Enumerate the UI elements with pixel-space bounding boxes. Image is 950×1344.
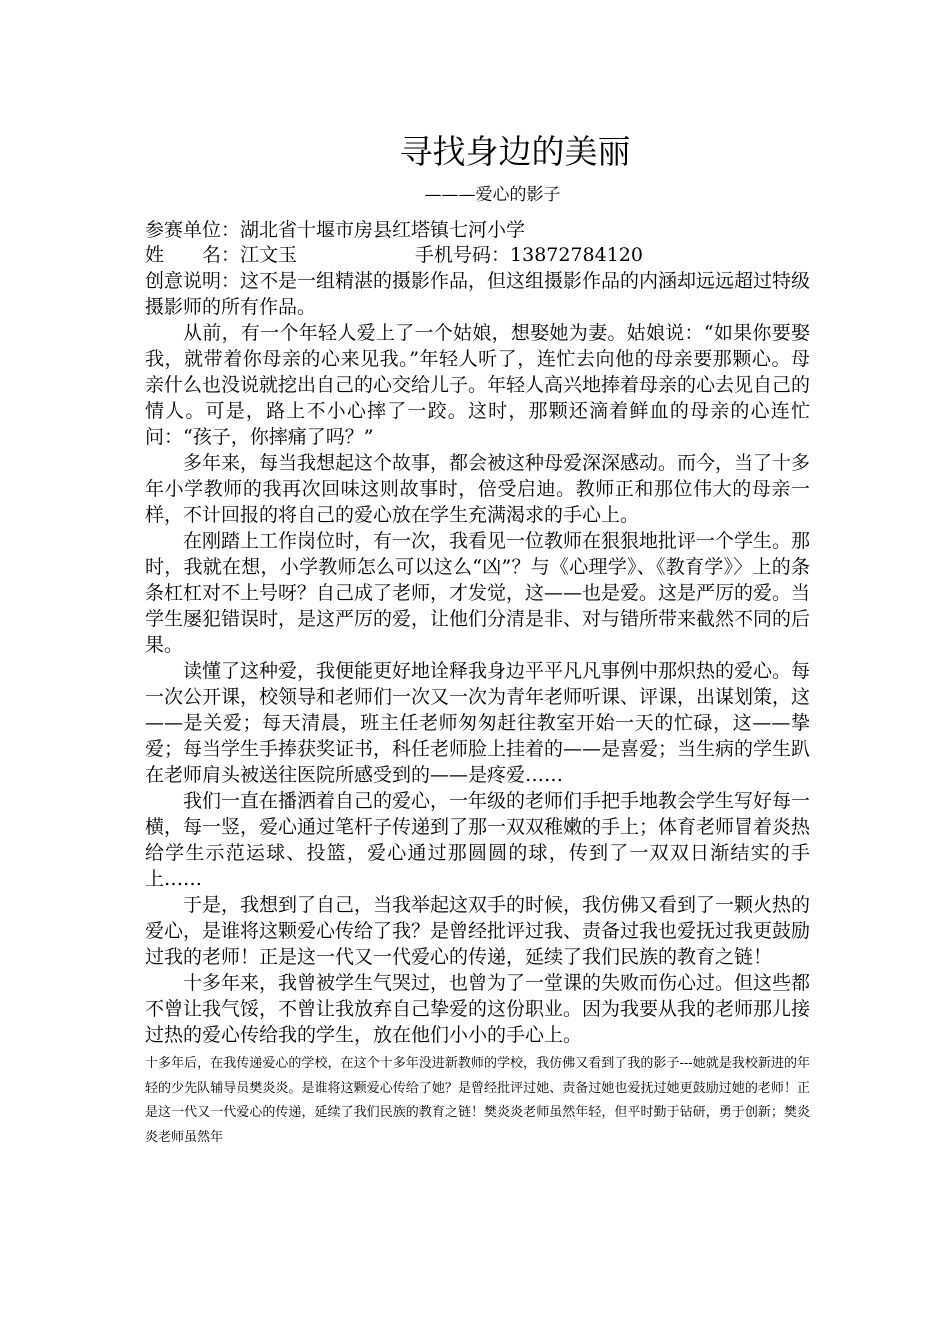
unit-line: 参赛单位：湖北省十堰市房县红塔镇七河小学: [145, 219, 526, 241]
phone-line: 手机号码：13872784120: [415, 244, 643, 266]
name-line: 姓 名：江文玉: [145, 244, 298, 266]
document-subtitle: ———爱心的影子: [424, 185, 561, 205]
small-text-paragraph: 十多年后，在我传递爱心的学校，在这个十多年没进新教师的学校，我仿佛又看到了我的影子---她就是我校新进的年轻的少先队辅导员樊炎炎。是谁将这颗爱心传给了她？是曾经批评过她、责备过她也爱抚过她更鼓励过她的老师！正是这一代又一代爱心的传递，延续了我们民族的教育之链！樊炎炎老师虽然年轻，但平时勤于钻研，勇于创新；樊炎炎老师虽然年: [145, 1056, 810, 1145]
body-paragraph: 多年来，每当我想起这个故事，都会被这种母爱深深感动。而今，当了十多年小学教师的我再次回味这则故事时，倍受启迪。教师正和那位伟大的母亲一样，不计回报的将自己的爱心放在学生充满渴求的手心上。: [145, 452, 811, 526]
document-title: 寻找身边的美丽: [399, 132, 631, 171]
body-paragraph: 十多年来，我曾被学生气哭过，也曾为了一堂课的失败而伤心过。但这些都不曾让我气馁，不曾让我放弃自己挚爱的这份职业。因为我要从我的老师那儿接过热的爱心传给我的学生，放在他们小小的手心上。: [145, 972, 811, 1046]
document-page: [145, 130, 810, 1150]
intro-paragraph: 创意说明：这不是一组精湛的摄影作品，但这组摄影作品的内涵却远远超过特级摄影师的所有作品。: [145, 270, 811, 318]
body-paragraph: 读懂了这种爱，我便能更好地诠释我身边平平凡凡事例中那炽热的爱心。每一次公开课，校领导和老师们一次又一次为青年老师听课、评课，出谋划策，这——是关爱；每天清晨，班主任老师匆匆赶往教室开始一天的忙碌，这——挚爱；每当学生手捧获奖证书，科任老师脸上挂着的——是喜爱；当生病的学生趴在老师肩头被送往医院所感受到的——是疼爱……: [145, 660, 811, 786]
body-paragraph: 在刚踏上工作岗位时，有一次，我看见一位教师在狠狠地批评一个学生。那时，我就在想，小学教师怎么可以这么“凶”？与《心理学》、《教育学》〉上的条条杠杠对不上号呀？自己成了老师，才发觉，这——也是爱。这是严厉的爱。当学生屡犯错误时，是这严厉的爱，让他们分清是非、对与错所带来截然不同的后果。: [145, 530, 811, 656]
body-paragraph: 从前，有一个年轻人爱上了一个姑娘，想娶她为妻。姑娘说：“如果你要娶我，就带着你母亲的心来见我。”年轻人听了，连忙去向他的母亲要那颗心。母亲什么也没说就挖出自己的心交给儿子。年轻人高兴地捧着母亲的心去见自己的情人。可是，路上不小心摔了一跤。这时，那颗还滴着鲜血的母亲的心连忙问：“孩子，你摔痛了吗？”: [145, 322, 811, 448]
body-paragraph: 我们一直在播洒着自己的爱心，一年级的老师们手把手地教会学生写好每一横，每一竖，爱心通过笔杆子传递到了那一双双稚嫩的手上；体育老师冒着炎热给学生示范运球、投篮，爱心通过那圆圆的球，传到了一双双日渐结实的手上……: [145, 790, 811, 890]
body-paragraph: 于是，我想到了自己，当我举起这双手的时候，我仿佛又看到了一颗火热的爱心，是谁将这颗爱心传给了我？是曾经批评过我、责备过我也爱抚过我更鼓励过我的老师！正是这一代又一代爱心的传递，延续了我们民族的教育之链！: [145, 894, 811, 968]
name-phone-line: [145, 243, 810, 268]
